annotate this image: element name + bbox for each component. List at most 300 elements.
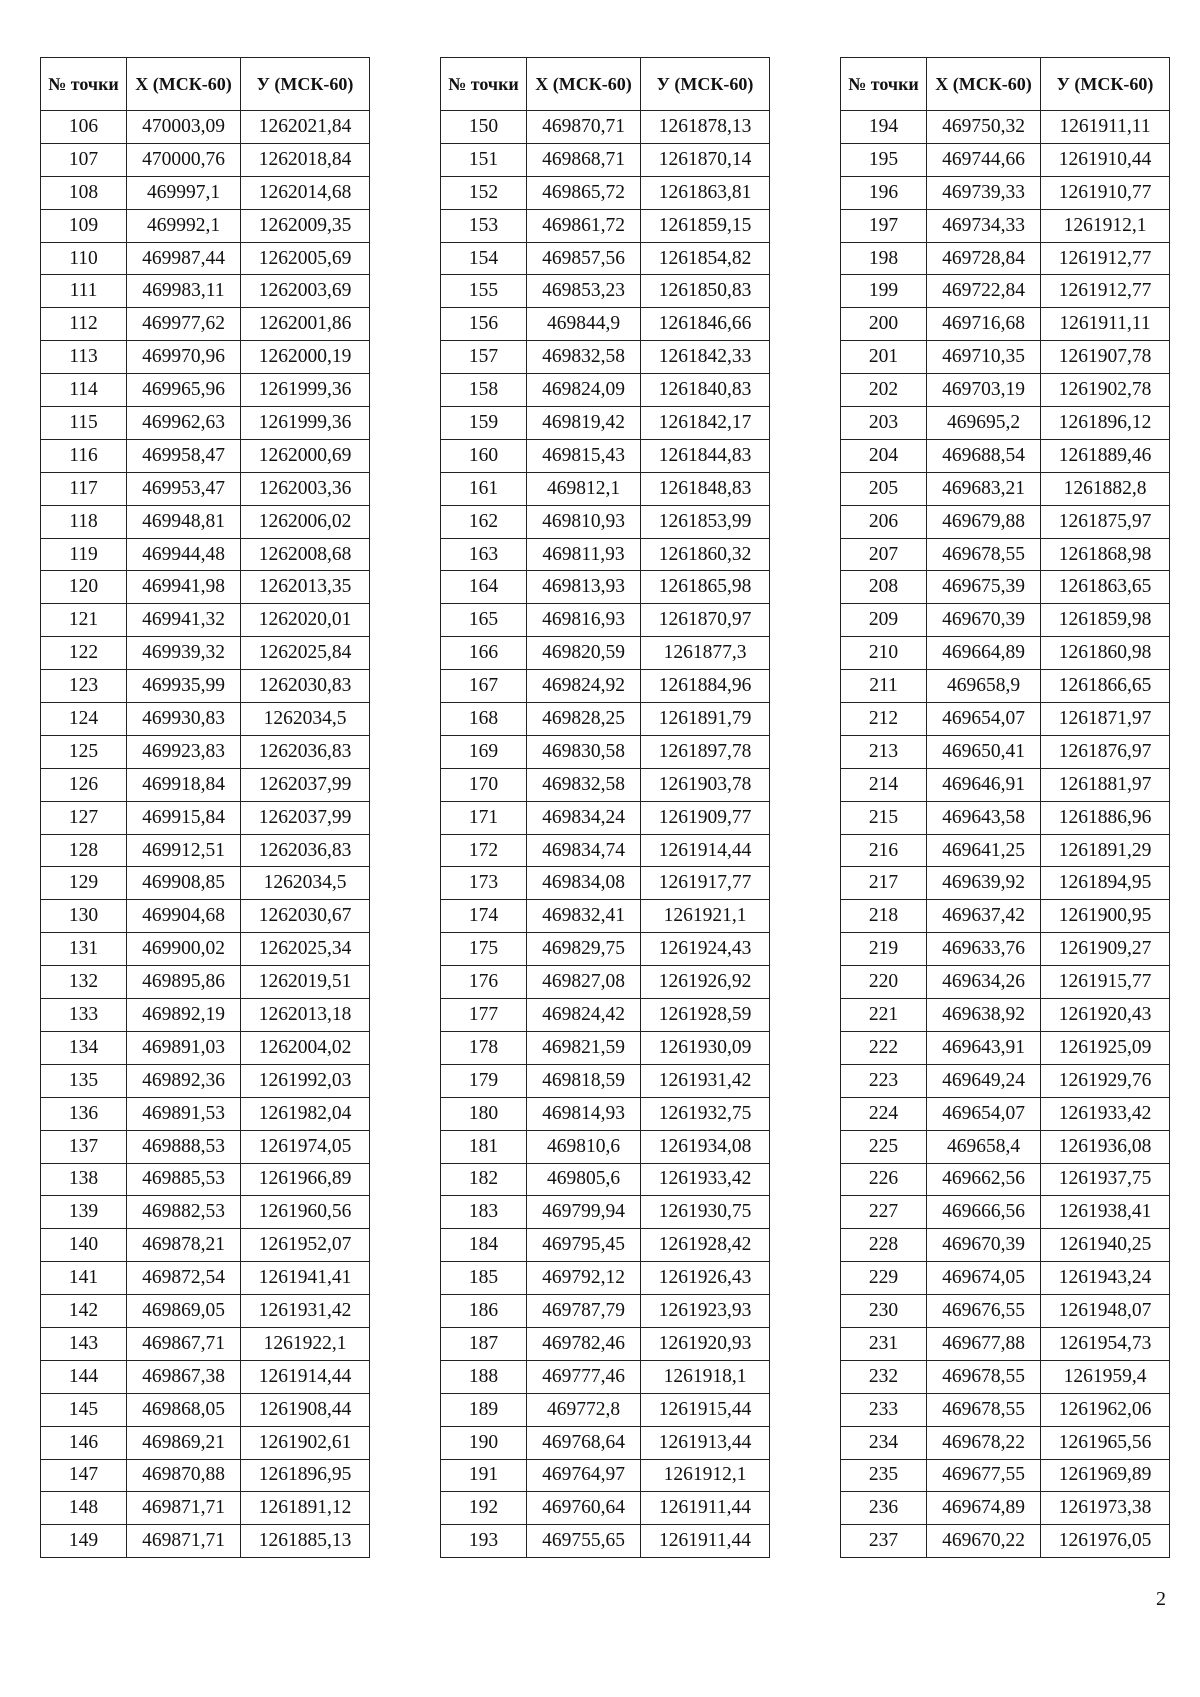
table-row xyxy=(841,472,1170,505)
table-row xyxy=(841,999,1170,1032)
cell-point-number: 210 xyxy=(841,637,927,670)
cell-point-number: 195 xyxy=(841,143,927,176)
cell-y-coordinate: 1261854,82 xyxy=(641,242,770,275)
cell-y-coordinate: 1261902,78 xyxy=(1041,374,1170,407)
cell-x-coordinate: 469814,93 xyxy=(527,1097,641,1130)
table-row xyxy=(41,439,370,472)
table-row xyxy=(441,1525,770,1558)
table-row xyxy=(441,1163,770,1196)
cell-x-coordinate: 469688,54 xyxy=(927,439,1041,472)
table-row xyxy=(41,1393,370,1426)
table-row xyxy=(441,374,770,407)
cell-x-coordinate: 469939,32 xyxy=(127,637,241,670)
table-row xyxy=(441,1130,770,1163)
table-row xyxy=(841,571,1170,604)
cell-point-number: 180 xyxy=(441,1097,527,1130)
cell-x-coordinate: 469772,8 xyxy=(527,1393,641,1426)
table-row xyxy=(841,801,1170,834)
cell-point-number: 106 xyxy=(41,111,127,144)
table-row xyxy=(41,143,370,176)
table-row xyxy=(441,604,770,637)
cell-y-coordinate: 1262036,83 xyxy=(241,735,370,768)
cell-x-coordinate: 469633,76 xyxy=(927,933,1041,966)
cell-y-coordinate: 1261920,43 xyxy=(1041,999,1170,1032)
cell-x-coordinate: 469821,59 xyxy=(527,1031,641,1064)
table-row xyxy=(441,768,770,801)
cell-x-coordinate: 469755,65 xyxy=(527,1525,641,1558)
cell-x-coordinate: 469824,92 xyxy=(527,670,641,703)
table-row xyxy=(41,538,370,571)
cell-x-coordinate: 469867,38 xyxy=(127,1360,241,1393)
cell-y-coordinate: 1261876,97 xyxy=(1041,735,1170,768)
cell-point-number: 201 xyxy=(841,341,927,374)
cell-y-coordinate: 1262018,84 xyxy=(241,143,370,176)
cell-point-number: 194 xyxy=(841,111,927,144)
cell-y-coordinate: 1261884,96 xyxy=(641,670,770,703)
coordinates-table-3 xyxy=(840,57,1170,1558)
cell-point-number: 236 xyxy=(841,1492,927,1525)
cell-y-coordinate: 1261918,1 xyxy=(641,1360,770,1393)
cell-y-coordinate: 1261859,98 xyxy=(1041,604,1170,637)
table-row xyxy=(841,768,1170,801)
cell-x-coordinate: 469677,55 xyxy=(927,1459,1041,1492)
cell-x-coordinate: 469918,84 xyxy=(127,768,241,801)
cell-y-coordinate: 1261875,97 xyxy=(1041,505,1170,538)
cell-x-coordinate: 469787,79 xyxy=(527,1295,641,1328)
cell-point-number: 223 xyxy=(841,1064,927,1097)
table-row xyxy=(41,1525,370,1558)
table-row xyxy=(841,143,1170,176)
cell-y-coordinate: 1261915,44 xyxy=(641,1393,770,1426)
cell-point-number: 193 xyxy=(441,1525,527,1558)
cell-x-coordinate: 469824,09 xyxy=(527,374,641,407)
cell-y-coordinate: 1262025,34 xyxy=(241,933,370,966)
cell-x-coordinate: 470003,09 xyxy=(127,111,241,144)
cell-x-coordinate: 469870,71 xyxy=(527,111,641,144)
table-row xyxy=(41,867,370,900)
table-row xyxy=(841,242,1170,275)
cell-x-coordinate: 469948,81 xyxy=(127,505,241,538)
table-row xyxy=(841,1229,1170,1262)
cell-point-number: 157 xyxy=(441,341,527,374)
cell-x-coordinate: 469677,88 xyxy=(927,1327,1041,1360)
cell-y-coordinate: 1261889,46 xyxy=(1041,439,1170,472)
table-row xyxy=(441,143,770,176)
table-row xyxy=(41,966,370,999)
header-y-coordinate: У (МСК-60) xyxy=(1041,58,1170,111)
cell-point-number: 234 xyxy=(841,1426,927,1459)
table-row xyxy=(441,637,770,670)
cell-point-number: 188 xyxy=(441,1360,527,1393)
cell-point-number: 208 xyxy=(841,571,927,604)
cell-point-number: 110 xyxy=(41,242,127,275)
table-row xyxy=(441,801,770,834)
table-row xyxy=(41,1492,370,1525)
cell-y-coordinate: 1261863,81 xyxy=(641,176,770,209)
cell-point-number: 118 xyxy=(41,505,127,538)
cell-point-number: 129 xyxy=(41,867,127,900)
table-row xyxy=(841,341,1170,374)
cell-point-number: 160 xyxy=(441,439,527,472)
cell-y-coordinate: 1261952,07 xyxy=(241,1229,370,1262)
cell-point-number: 228 xyxy=(841,1229,927,1262)
cell-x-coordinate: 469679,88 xyxy=(927,505,1041,538)
table-row xyxy=(841,209,1170,242)
cell-y-coordinate: 1261943,24 xyxy=(1041,1262,1170,1295)
cell-x-coordinate: 469930,83 xyxy=(127,703,241,736)
cell-point-number: 108 xyxy=(41,176,127,209)
cell-x-coordinate: 469722,84 xyxy=(927,275,1041,308)
cell-y-coordinate: 1261911,11 xyxy=(1041,308,1170,341)
cell-y-coordinate: 1262020,01 xyxy=(241,604,370,637)
cell-x-coordinate: 469744,66 xyxy=(927,143,1041,176)
cell-point-number: 159 xyxy=(441,407,527,440)
cell-y-coordinate: 1261941,41 xyxy=(241,1262,370,1295)
cell-y-coordinate: 1261909,77 xyxy=(641,801,770,834)
cell-point-number: 127 xyxy=(41,801,127,834)
cell-point-number: 209 xyxy=(841,604,927,637)
cell-x-coordinate: 469830,58 xyxy=(527,735,641,768)
table-row xyxy=(441,308,770,341)
table-row xyxy=(41,801,370,834)
table-row xyxy=(841,1459,1170,1492)
cell-y-coordinate: 1262037,99 xyxy=(241,768,370,801)
cell-point-number: 187 xyxy=(441,1327,527,1360)
cell-y-coordinate: 1262013,18 xyxy=(241,999,370,1032)
table-row xyxy=(841,933,1170,966)
cell-y-coordinate: 1261948,07 xyxy=(1041,1295,1170,1328)
table-row xyxy=(441,1295,770,1328)
cell-point-number: 186 xyxy=(441,1295,527,1328)
cell-point-number: 114 xyxy=(41,374,127,407)
table-row xyxy=(841,538,1170,571)
cell-x-coordinate: 469799,94 xyxy=(527,1196,641,1229)
cell-y-coordinate: 1262003,36 xyxy=(241,472,370,505)
cell-point-number: 178 xyxy=(441,1031,527,1064)
table-row xyxy=(441,670,770,703)
table-row xyxy=(441,1031,770,1064)
cell-x-coordinate: 469675,39 xyxy=(927,571,1041,604)
cell-point-number: 189 xyxy=(441,1393,527,1426)
cell-x-coordinate: 469674,89 xyxy=(927,1492,1041,1525)
cell-y-coordinate: 1261842,17 xyxy=(641,407,770,440)
cell-x-coordinate: 469867,71 xyxy=(127,1327,241,1360)
cell-point-number: 143 xyxy=(41,1327,127,1360)
cell-point-number: 142 xyxy=(41,1295,127,1328)
cell-y-coordinate: 1261897,78 xyxy=(641,735,770,768)
table-row xyxy=(441,1064,770,1097)
table-row xyxy=(841,1393,1170,1426)
cell-x-coordinate: 469870,88 xyxy=(127,1459,241,1492)
cell-y-coordinate: 1262006,02 xyxy=(241,505,370,538)
cell-x-coordinate: 469750,32 xyxy=(927,111,1041,144)
cell-y-coordinate: 1261999,36 xyxy=(241,374,370,407)
cell-x-coordinate: 469805,6 xyxy=(527,1163,641,1196)
cell-point-number: 214 xyxy=(841,768,927,801)
cell-x-coordinate: 469904,68 xyxy=(127,900,241,933)
table-row xyxy=(841,1525,1170,1558)
cell-x-coordinate: 469819,42 xyxy=(527,407,641,440)
cell-point-number: 213 xyxy=(841,735,927,768)
cell-y-coordinate: 1261930,75 xyxy=(641,1196,770,1229)
table-row xyxy=(841,1130,1170,1163)
cell-y-coordinate: 1262005,69 xyxy=(241,242,370,275)
cell-x-coordinate: 469820,59 xyxy=(527,637,641,670)
cell-y-coordinate: 1261999,36 xyxy=(241,407,370,440)
table-row xyxy=(41,768,370,801)
cell-point-number: 125 xyxy=(41,735,127,768)
cell-x-coordinate: 469892,36 xyxy=(127,1064,241,1097)
cell-y-coordinate: 1262021,84 xyxy=(241,111,370,144)
cell-point-number: 154 xyxy=(441,242,527,275)
table-header-row xyxy=(841,58,1170,111)
cell-y-coordinate: 1261908,44 xyxy=(241,1393,370,1426)
table-row xyxy=(841,1262,1170,1295)
table-row xyxy=(841,670,1170,703)
table-row xyxy=(41,308,370,341)
table-row xyxy=(441,703,770,736)
cell-point-number: 197 xyxy=(841,209,927,242)
cell-y-coordinate: 1261934,08 xyxy=(641,1130,770,1163)
cell-x-coordinate: 469662,56 xyxy=(927,1163,1041,1196)
cell-point-number: 119 xyxy=(41,538,127,571)
cell-y-coordinate: 1261930,09 xyxy=(641,1031,770,1064)
cell-x-coordinate: 469810,6 xyxy=(527,1130,641,1163)
cell-point-number: 126 xyxy=(41,768,127,801)
cell-point-number: 166 xyxy=(441,637,527,670)
cell-point-number: 224 xyxy=(841,1097,927,1130)
cell-point-number: 112 xyxy=(41,308,127,341)
cell-x-coordinate: 469643,58 xyxy=(927,801,1041,834)
table-row xyxy=(841,867,1170,900)
cell-x-coordinate: 469678,55 xyxy=(927,538,1041,571)
table-row xyxy=(841,966,1170,999)
table-row xyxy=(441,1393,770,1426)
table-row xyxy=(41,176,370,209)
cell-y-coordinate: 1261912,1 xyxy=(641,1459,770,1492)
cell-y-coordinate: 1262003,69 xyxy=(241,275,370,308)
table-row xyxy=(41,341,370,374)
cell-point-number: 185 xyxy=(441,1262,527,1295)
page-number: 2 xyxy=(1156,1588,1166,1610)
cell-x-coordinate: 469674,05 xyxy=(927,1262,1041,1295)
cell-y-coordinate: 1261866,65 xyxy=(1041,670,1170,703)
table-row xyxy=(41,374,370,407)
cell-x-coordinate: 469885,53 xyxy=(127,1163,241,1196)
cell-x-coordinate: 469824,42 xyxy=(527,999,641,1032)
table-row xyxy=(41,1426,370,1459)
cell-point-number: 215 xyxy=(841,801,927,834)
cell-y-coordinate: 1261865,98 xyxy=(641,571,770,604)
cell-point-number: 116 xyxy=(41,439,127,472)
cell-y-coordinate: 1261926,43 xyxy=(641,1262,770,1295)
cell-y-coordinate: 1261992,03 xyxy=(241,1064,370,1097)
cell-point-number: 232 xyxy=(841,1360,927,1393)
cell-x-coordinate: 469654,07 xyxy=(927,703,1041,736)
table-row xyxy=(441,1262,770,1295)
cell-y-coordinate: 1261915,77 xyxy=(1041,966,1170,999)
cell-point-number: 229 xyxy=(841,1262,927,1295)
header-x-coordinate: X (МСК-60) xyxy=(927,58,1041,111)
cell-y-coordinate: 1262030,67 xyxy=(241,900,370,933)
cell-x-coordinate: 469941,98 xyxy=(127,571,241,604)
table-row xyxy=(441,999,770,1032)
table-row xyxy=(41,1097,370,1130)
cell-y-coordinate: 1262008,68 xyxy=(241,538,370,571)
cell-x-coordinate: 469861,72 xyxy=(527,209,641,242)
cell-y-coordinate: 1262037,99 xyxy=(241,801,370,834)
header-x-coordinate: X (МСК-60) xyxy=(527,58,641,111)
cell-point-number: 111 xyxy=(41,275,127,308)
cell-y-coordinate: 1261842,33 xyxy=(641,341,770,374)
cell-x-coordinate: 469664,89 xyxy=(927,637,1041,670)
table-row xyxy=(841,604,1170,637)
header-x-coordinate: X (МСК-60) xyxy=(127,58,241,111)
cell-y-coordinate: 1261982,04 xyxy=(241,1097,370,1130)
cell-point-number: 141 xyxy=(41,1262,127,1295)
cell-x-coordinate: 469857,56 xyxy=(527,242,641,275)
cell-point-number: 165 xyxy=(441,604,527,637)
cell-x-coordinate: 469728,84 xyxy=(927,242,1041,275)
cell-point-number: 175 xyxy=(441,933,527,966)
cell-x-coordinate: 469832,58 xyxy=(527,341,641,374)
cell-point-number: 205 xyxy=(841,472,927,505)
cell-y-coordinate: 1262019,51 xyxy=(241,966,370,999)
cell-x-coordinate: 469871,71 xyxy=(127,1525,241,1558)
cell-point-number: 107 xyxy=(41,143,127,176)
cell-x-coordinate: 469878,21 xyxy=(127,1229,241,1262)
table-row xyxy=(841,703,1170,736)
cell-x-coordinate: 469828,25 xyxy=(527,703,641,736)
cell-x-coordinate: 469813,93 xyxy=(527,571,641,604)
cell-x-coordinate: 469795,45 xyxy=(527,1229,641,1262)
cell-x-coordinate: 469637,42 xyxy=(927,900,1041,933)
table-row xyxy=(41,1360,370,1393)
cell-y-coordinate: 1261914,44 xyxy=(241,1360,370,1393)
cell-y-coordinate: 1261929,76 xyxy=(1041,1064,1170,1097)
cell-x-coordinate: 469654,07 xyxy=(927,1097,1041,1130)
cell-point-number: 155 xyxy=(441,275,527,308)
table-row xyxy=(441,1360,770,1393)
cell-x-coordinate: 469983,11 xyxy=(127,275,241,308)
table-header-row xyxy=(441,58,770,111)
cell-x-coordinate: 469832,41 xyxy=(527,900,641,933)
cell-y-coordinate: 1261877,3 xyxy=(641,637,770,670)
table-row xyxy=(41,111,370,144)
cell-x-coordinate: 469908,85 xyxy=(127,867,241,900)
cell-point-number: 192 xyxy=(441,1492,527,1525)
cell-y-coordinate: 1261903,78 xyxy=(641,768,770,801)
cell-y-coordinate: 1261912,77 xyxy=(1041,242,1170,275)
table-body xyxy=(441,111,770,1558)
cell-point-number: 190 xyxy=(441,1426,527,1459)
table-row xyxy=(41,933,370,966)
cell-x-coordinate: 469844,9 xyxy=(527,308,641,341)
cell-y-coordinate: 1261910,44 xyxy=(1041,143,1170,176)
table-body xyxy=(41,111,370,1558)
cell-x-coordinate: 469992,1 xyxy=(127,209,241,242)
cell-point-number: 173 xyxy=(441,867,527,900)
cell-x-coordinate: 469872,54 xyxy=(127,1262,241,1295)
cell-x-coordinate: 469962,63 xyxy=(127,407,241,440)
table-row xyxy=(41,900,370,933)
cell-y-coordinate: 1261921,1 xyxy=(641,900,770,933)
table-row xyxy=(41,242,370,275)
cell-y-coordinate: 1261902,61 xyxy=(241,1426,370,1459)
cell-x-coordinate: 469834,08 xyxy=(527,867,641,900)
cell-x-coordinate: 469871,71 xyxy=(127,1492,241,1525)
cell-y-coordinate: 1261966,89 xyxy=(241,1163,370,1196)
cell-y-coordinate: 1261960,56 xyxy=(241,1196,370,1229)
table-row xyxy=(841,1492,1170,1525)
table-row xyxy=(841,1097,1170,1130)
cell-x-coordinate: 469646,91 xyxy=(927,768,1041,801)
cell-point-number: 137 xyxy=(41,1130,127,1163)
cell-x-coordinate: 469923,83 xyxy=(127,735,241,768)
table-row xyxy=(41,1064,370,1097)
cell-point-number: 139 xyxy=(41,1196,127,1229)
table-row xyxy=(41,209,370,242)
cell-point-number: 153 xyxy=(441,209,527,242)
cell-x-coordinate: 469678,22 xyxy=(927,1426,1041,1459)
cell-point-number: 219 xyxy=(841,933,927,966)
cell-y-coordinate: 1261954,73 xyxy=(1041,1327,1170,1360)
cell-point-number: 231 xyxy=(841,1327,927,1360)
table-row xyxy=(441,571,770,604)
cell-point-number: 200 xyxy=(841,308,927,341)
cell-point-number: 203 xyxy=(841,407,927,440)
cell-y-coordinate: 1262000,19 xyxy=(241,341,370,374)
cell-point-number: 134 xyxy=(41,1031,127,1064)
table-row xyxy=(41,670,370,703)
cell-x-coordinate: 469891,03 xyxy=(127,1031,241,1064)
cell-point-number: 145 xyxy=(41,1393,127,1426)
cell-point-number: 202 xyxy=(841,374,927,407)
cell-y-coordinate: 1261878,13 xyxy=(641,111,770,144)
cell-y-coordinate: 1261907,78 xyxy=(1041,341,1170,374)
cell-y-coordinate: 1261882,8 xyxy=(1041,472,1170,505)
cell-point-number: 131 xyxy=(41,933,127,966)
cell-x-coordinate: 469634,26 xyxy=(927,966,1041,999)
cell-point-number: 237 xyxy=(841,1525,927,1558)
cell-y-coordinate: 1262000,69 xyxy=(241,439,370,472)
cell-x-coordinate: 469815,43 xyxy=(527,439,641,472)
table-header-row xyxy=(41,58,370,111)
cell-x-coordinate: 469777,46 xyxy=(527,1360,641,1393)
table-row xyxy=(841,1064,1170,1097)
table-row xyxy=(41,604,370,637)
cell-point-number: 198 xyxy=(841,242,927,275)
table-row xyxy=(441,834,770,867)
cell-y-coordinate: 1262013,35 xyxy=(241,571,370,604)
cell-point-number: 218 xyxy=(841,900,927,933)
cell-x-coordinate: 469638,92 xyxy=(927,999,1041,1032)
cell-x-coordinate: 469658,9 xyxy=(927,670,1041,703)
cell-point-number: 161 xyxy=(441,472,527,505)
cell-y-coordinate: 1261885,13 xyxy=(241,1525,370,1558)
cell-x-coordinate: 469734,33 xyxy=(927,209,1041,242)
cell-x-coordinate: 469666,56 xyxy=(927,1196,1041,1229)
header-y-coordinate: У (МСК-60) xyxy=(641,58,770,111)
header-y-coordinate: У (МСК-60) xyxy=(241,58,370,111)
table-row xyxy=(41,407,370,440)
cell-point-number: 233 xyxy=(841,1393,927,1426)
table-row xyxy=(441,275,770,308)
cell-y-coordinate: 1261891,29 xyxy=(1041,834,1170,867)
cell-x-coordinate: 469670,39 xyxy=(927,604,1041,637)
cell-y-coordinate: 1262034,5 xyxy=(241,867,370,900)
cell-point-number: 122 xyxy=(41,637,127,670)
